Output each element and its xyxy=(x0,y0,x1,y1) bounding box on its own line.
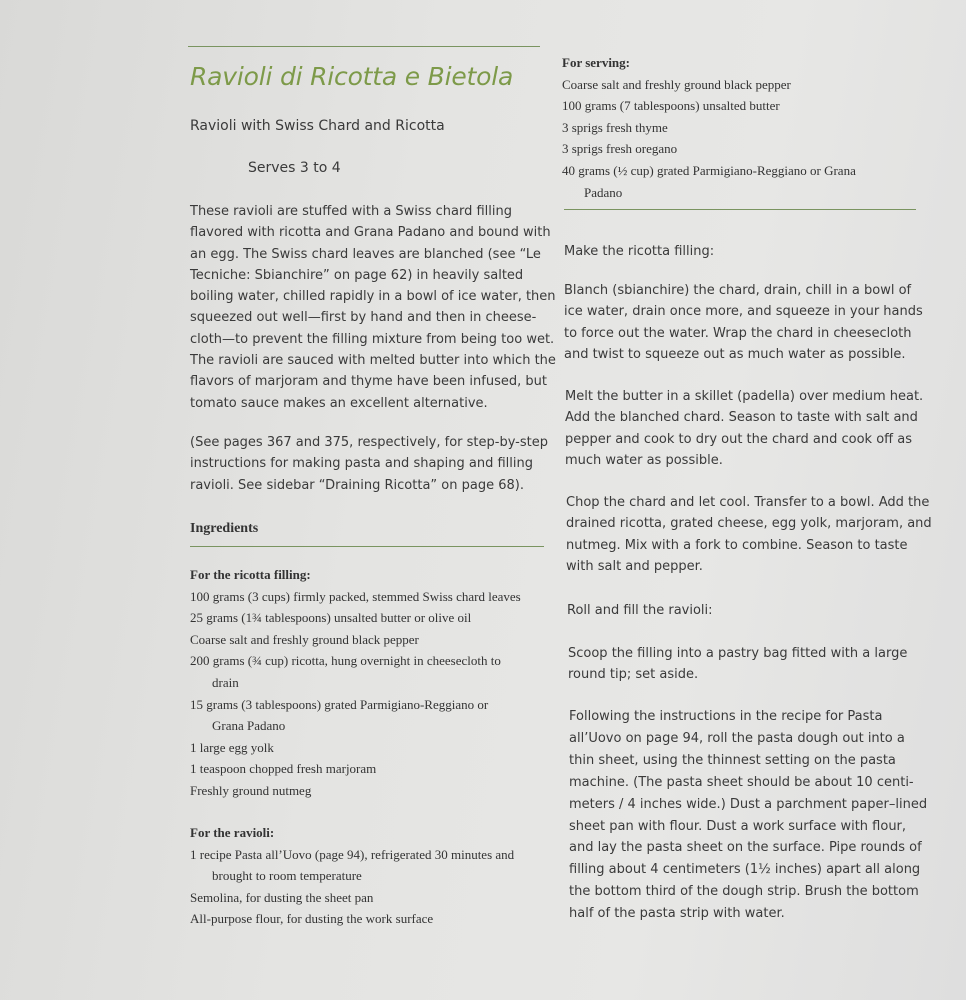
note-line: instructions for making pasta and shaping and filling xyxy=(190,456,534,472)
recipe-subtitle: Ravioli with Swiss Chard and Ricotta xyxy=(190,118,445,134)
blanch-step xyxy=(564,280,923,365)
step-line: pepper and cook to dry out the chard and cook off as xyxy=(565,431,912,447)
note-line: ravioli. See sidebar “Draining Ricotta” on page 68). xyxy=(190,477,524,493)
ingredient-item: Coarse salt and freshly ground black pepper xyxy=(190,631,419,647)
ingredient-item: 100 grams (3 cups) firmly packed, stemmed Swiss chard leaves xyxy=(190,588,521,604)
ingredient-item: Semolina, for dusting the sheet pan xyxy=(190,889,374,905)
ingredients-heading: Ingredients xyxy=(190,521,259,536)
step-line: the bottom third of the dough strip. Brush the bottom xyxy=(569,884,919,900)
intro-line: The ravioli are sauced with melted butter into which the xyxy=(190,353,556,369)
step-line: drained ricotta, grated cheese, egg yolk, marjoram, and xyxy=(566,516,932,532)
step-line: Melt the butter in a skillet (padella) over medium heat. xyxy=(565,389,924,404)
ingredient-item: All-purpose flour, for dusting the work surface xyxy=(190,911,434,927)
step-line: sheet pan with flour. Dust a work surface with flour, xyxy=(569,818,907,834)
step-line: and twist to squeeze out as much water as possible. xyxy=(564,346,906,362)
intro-line: flavors of marjoram and thyme have been infused, but xyxy=(190,374,547,390)
step-line: Scoop the filling into a pastry bag fitted with a large xyxy=(568,646,908,661)
see-pages-note xyxy=(190,432,548,496)
ingredient-item: 100 grams (7 tablespoons) unsalted butter xyxy=(562,98,780,114)
intro-paragraph xyxy=(190,201,556,414)
ingredient-item: 1 recipe Pasta all’Uovo (page 94), refrigerated 30 minutes and xyxy=(190,846,515,862)
following-step xyxy=(569,706,927,925)
ingredient-item: 1 large egg yolk xyxy=(190,739,274,755)
step-heading-roll: Roll and fill the ravioli: xyxy=(567,603,713,618)
ravioli-ingredients xyxy=(190,822,514,930)
serving-ingredients xyxy=(562,52,856,203)
filling-heading: For the ricotta filling: xyxy=(190,567,311,582)
ingredient-item-cont: Padano xyxy=(584,184,623,200)
intro-line: squeezed out well—first by hand and then in cheese- xyxy=(190,310,537,326)
step-line: and lay the pasta sheet on the surface. Pipe rounds of xyxy=(569,840,922,856)
ingredients-rule xyxy=(190,546,544,547)
ingredient-item: 3 sprigs fresh oregano xyxy=(562,141,678,157)
intro-line: These ravioli are stuffed with a Swiss chard filling xyxy=(190,204,512,219)
step-line: machine. (The pasta sheet should be about 10 centi- xyxy=(569,774,914,790)
serves-count: Serves 3 to 4 xyxy=(248,160,341,176)
ingredient-item-cont: Grana Padano xyxy=(212,718,286,734)
scoop-step xyxy=(568,643,907,686)
step-line: Following the instructions in the recipe for Pasta xyxy=(569,709,883,724)
step-line: thin sheet, using the thinnest setting on the pasta xyxy=(569,752,896,768)
ingredient-item: Freshly ground nutmeg xyxy=(190,782,312,798)
step-line: half of the pasta strip with water. xyxy=(569,906,785,922)
intro-line: boiling water, chilled rapidly in a bowl of ice water, then xyxy=(190,289,556,305)
ingredient-item-cont: brought to room temperature xyxy=(212,868,362,884)
ingredient-item: 1 teaspoon chopped fresh marjoram xyxy=(190,761,377,777)
step-line: with salt and pepper. xyxy=(566,558,703,574)
ingredient-item: 25 grams (1¾ tablespoons) unsalted butter or olive oil xyxy=(190,610,472,626)
filling-ingredients xyxy=(190,564,521,802)
ravioli-heading: For the ravioli: xyxy=(190,825,275,840)
step-line: meters / 4 inches wide.) Dust a parchment paper–lined xyxy=(569,796,928,812)
step-line: filling about 4 centimeters (1½ inches) apart all along xyxy=(569,862,921,878)
intro-line: cloth—to prevent the filling mixture from being too wet. xyxy=(190,331,555,347)
intro-line: an egg. The Swiss chard leaves are blanched (see “Le xyxy=(190,246,541,262)
intro-line xyxy=(190,265,556,286)
serving-rule xyxy=(564,209,916,210)
recipe-title: Ravioli di Ricotta e Bietola xyxy=(190,62,514,91)
step-line: much water as possible. xyxy=(565,452,723,468)
step-line: round tip; set aside. xyxy=(568,667,699,683)
intro-line-em: Tecniche: Sbianchire” on page 62) in heavily salted xyxy=(190,267,524,283)
ingredient-item: 200 grams (¾ cup) ricotta, hung overnight in cheesecloth to xyxy=(190,653,501,669)
ingredient-item: 40 grams (½ cup) grated Parmigiano-Reggiano or Grana xyxy=(562,162,856,178)
intro-line: tomato sauce makes an excellent alternative. xyxy=(190,395,488,411)
ingredient-item: 3 sprigs fresh thyme xyxy=(562,119,668,135)
step-heading-filling: Make the ricotta filling: xyxy=(564,244,715,259)
title-top-rule xyxy=(188,46,540,47)
step-line: Blanch (sbianchire) the chard, drain, chill in a bowl of xyxy=(564,283,912,298)
ingredient-item: 15 grams (3 tablespoons) grated Parmigiano-Reggiano or xyxy=(190,696,489,712)
chop-step xyxy=(566,492,932,577)
step-line: all’Uovo on page 94, roll the pasta dough out into a xyxy=(569,730,905,746)
step-line: Chop the chard and let cool. Transfer to a bowl. Add the xyxy=(566,495,930,510)
intro-line: flavored with ricotta and Grana Padano and bound with xyxy=(190,225,551,241)
step-line: Add the blanched chard. Season to taste with salt and xyxy=(565,410,918,426)
step-line: to force out the water. Wrap the chard in cheesecloth xyxy=(564,325,912,341)
step-line: nutmeg. Mix with a fork to combine. Season to taste xyxy=(566,537,908,553)
melt-step xyxy=(565,386,923,471)
serving-heading: For serving: xyxy=(562,55,630,70)
ingredient-item-cont: drain xyxy=(212,674,239,690)
ingredient-item: Coarse salt and freshly ground black pepper xyxy=(562,76,791,92)
note-line: (See pages 367 and 375, respectively, for step-by-step xyxy=(190,435,548,450)
step-line: ice water, drain once more, and squeeze in your hands xyxy=(564,304,923,320)
